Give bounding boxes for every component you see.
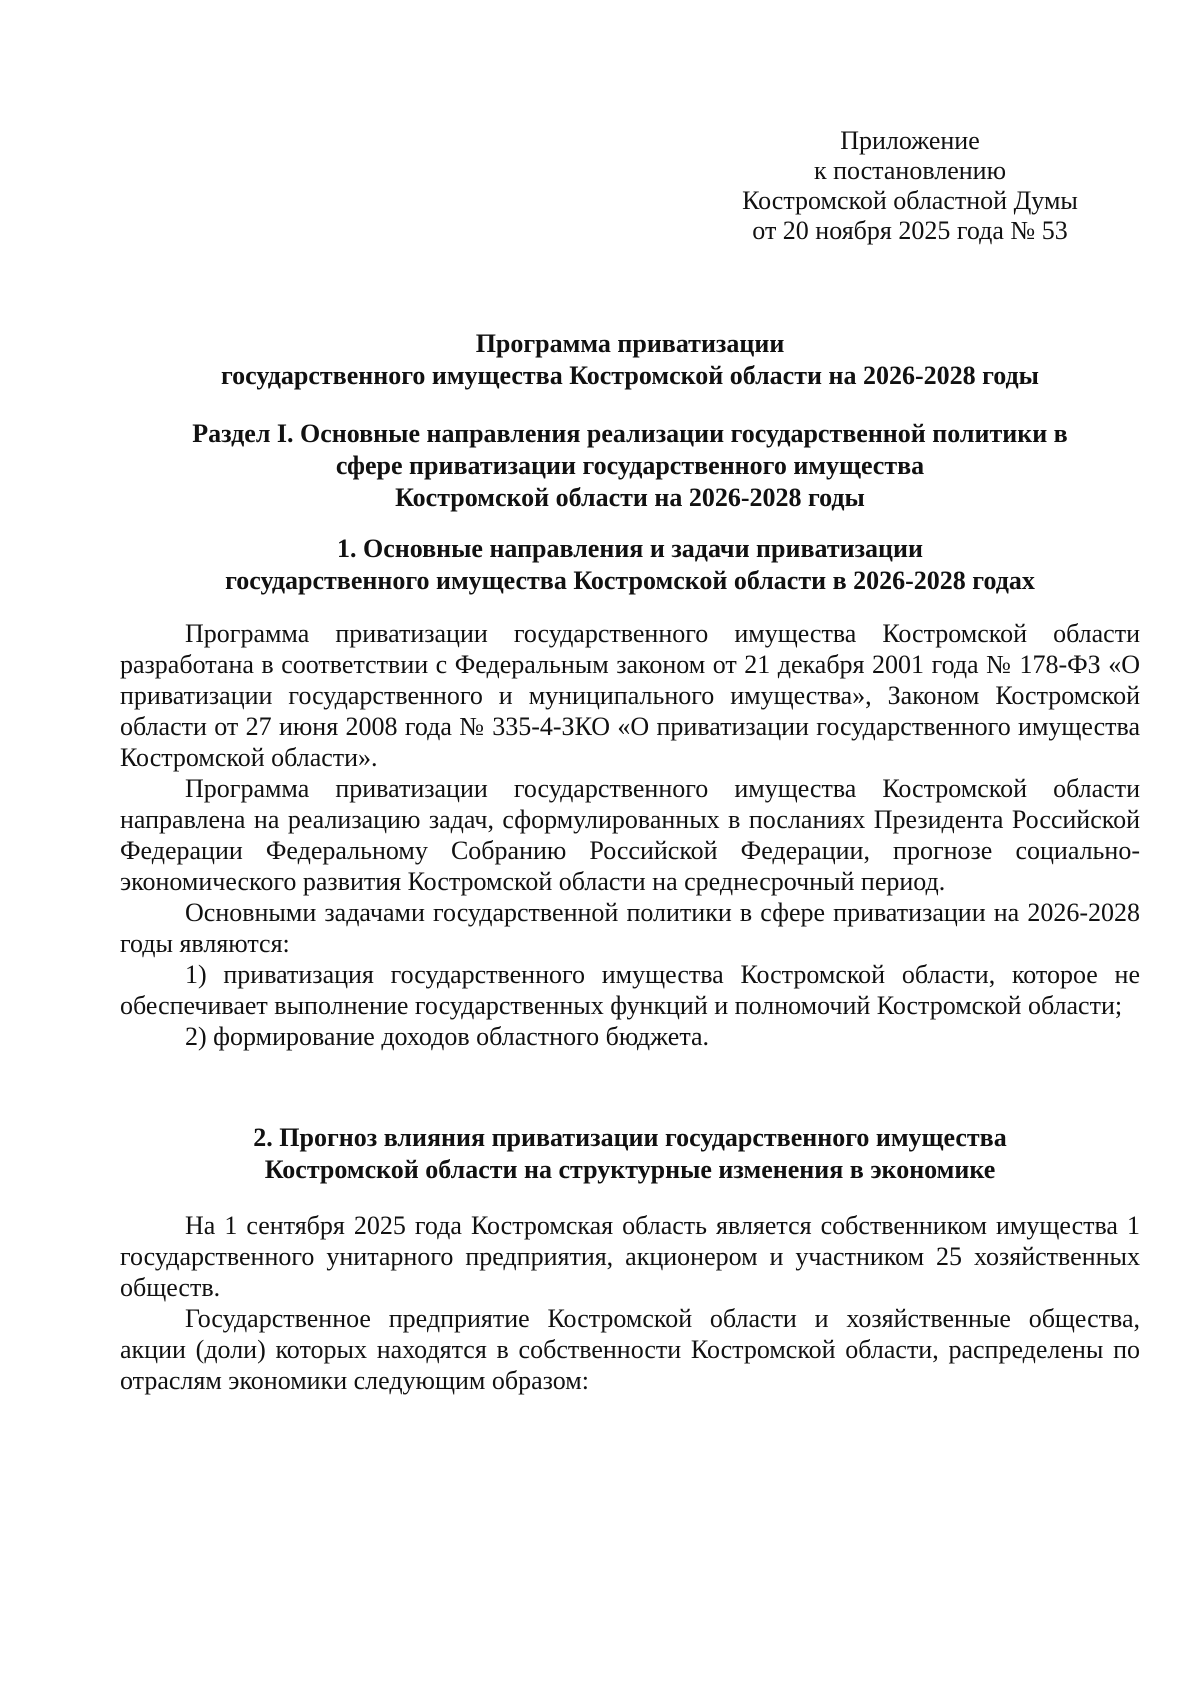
paragraph: Основными задачами государственной политики в сфере приватизации на 2026-2028 годы являются: (120, 898, 1140, 958)
appendix-note (700, 126, 1120, 246)
subsection-2-body (120, 1210, 1140, 1396)
subsection-1-heading-line-2: государственного имущества Костромской области в 2026-2028 годах (225, 566, 1035, 595)
paragraph: Государственное предприятие Костромской области и хозяйственные общества, акции (доли) которых находятся в собственности Костромской области, распределены по отраслям экономики следующим образом: (120, 1304, 1140, 1395)
section-1-heading (120, 418, 1140, 514)
subsection-2-heading (120, 1122, 1140, 1186)
appendix-line-4: от 20 ноября 2025 года № 53 (752, 216, 1068, 245)
subsection-2-heading-line-1: 2. Прогноз влияния приватизации государственного имущества (253, 1123, 1007, 1152)
paragraph: Программа приватизации государственного имущества Костромской области разработана в соответствии с Федеральным законом от 21 декабря 2001 года № 178-ФЗ «О приватизации государственного и муниципального имущества», Законом Костромской области от 27 июня 2008 года № 335-4-ЗКО «О приватизации государственного имущества Костромской области». (120, 619, 1140, 772)
subsection-2-heading-line-2: Костромской области на структурные изменения в экономике (264, 1155, 996, 1184)
appendix-line-1: Приложение (840, 126, 980, 155)
subsection-1-body (120, 618, 1140, 1052)
section-1-heading-line-3: Костромской области на 2026-2028 годы (395, 483, 865, 512)
list-item: 1) приватизация государственного имущества Костромской области, которое не обеспечивает выполнение государственных функций и полномочий Костромской области; (120, 960, 1140, 1020)
document-title-line-1: Программа приватизации (475, 329, 785, 358)
appendix-line-2: к постановлению (813, 156, 1007, 185)
section-1-heading-line-2: сфере приватизации государственного имущества (335, 451, 925, 480)
subsection-1-heading-line-1: 1. Основные направления и задачи приватизации (336, 534, 923, 563)
list-item: 2) формирование доходов областного бюджета. (185, 1022, 710, 1051)
document-title (120, 328, 1140, 392)
section-1-heading-line-1: Раздел I. Основные направления реализации государственной политики в (192, 419, 1068, 448)
paragraph: Программа приватизации государственного имущества Костромской области направлена на реализацию задач, сформулированных в посланиях Президента Российской Федерации Федеральному Собранию Российской Федерации, прогнозе социально-экономического развития Костромской области на среднесрочный период. (120, 774, 1140, 896)
appendix-line-3: Костромской областной Думы (742, 186, 1078, 215)
subsection-1-heading (120, 533, 1140, 597)
paragraph: На 1 сентября 2025 года Костромская область является собственником имущества 1 государственного унитарного предприятия, акционером и участником 25 хозяйственных обществ. (120, 1211, 1140, 1302)
document-title-line-2: государственного имущества Костромской области на 2026-2028 годы (221, 361, 1039, 390)
